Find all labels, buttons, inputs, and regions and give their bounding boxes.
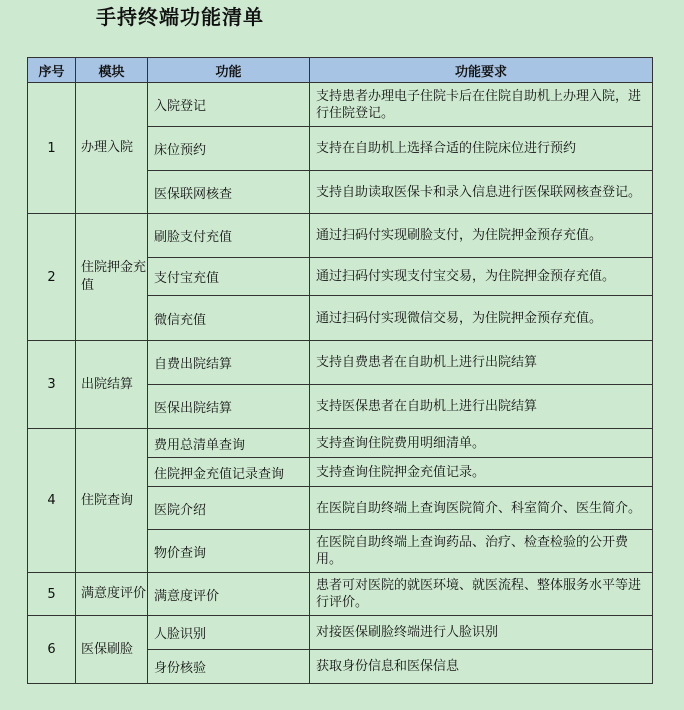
header-index: 序号 <box>28 58 76 83</box>
row-module: 医保刷脸 <box>76 616 148 684</box>
row-function: 费用总清单查询 <box>148 429 310 458</box>
header-module: 模块 <box>76 58 148 83</box>
row-function: 物价查询 <box>148 530 310 573</box>
row-requirement: 通过扫码付实现刷脸支付，为住院押金预存充值。 <box>310 214 653 258</box>
table-row <box>28 83 653 127</box>
table-row <box>28 341 653 385</box>
row-requirement: 通过扫码付实现微信交易，为住院押金预存充值。 <box>310 296 653 341</box>
row-requirement: 在医院自助终端上查询医院简介、科室简介、医生简介。 <box>310 487 653 530</box>
row-function: 人脸识别 <box>148 616 310 650</box>
row-module: 办理入院 <box>76 83 148 214</box>
row-function: 医保联网核查 <box>148 171 310 214</box>
row-index: 1 <box>28 83 76 214</box>
row-module: 满意度评价 <box>76 573 148 616</box>
row-function: 自费出院结算 <box>148 341 310 385</box>
page-title: 手持终端功能清单 <box>96 5 264 29</box>
row-function: 满意度评价 <box>148 573 310 616</box>
row-requirement: 通过扫码付实现支付宝交易，为住院押金预存充值。 <box>310 258 653 296</box>
row-requirement: 支持在自助机上选择合适的住院床位进行预约 <box>310 127 653 171</box>
row-module: 住院押金充值 <box>76 214 148 341</box>
row-index: 3 <box>28 341 76 429</box>
header-requirement: 功能要求 <box>310 58 653 83</box>
row-function: 支付宝充值 <box>148 258 310 296</box>
row-requirement: 在医院自助终端上查询药品、治疗、检查检验的公开费用。 <box>310 530 653 573</box>
row-requirement: 支持自费患者在自助机上进行出院结算 <box>310 341 653 385</box>
row-function: 刷脸支付充值 <box>148 214 310 258</box>
function-table <box>27 57 653 684</box>
row-function: 住院押金充值记录查询 <box>148 458 310 487</box>
table-row <box>28 616 653 650</box>
row-requirement: 支持查询住院押金充值记录。 <box>310 458 653 487</box>
row-requirement: 支持查询住院费用明细清单。 <box>310 429 653 458</box>
row-function: 医保出院结算 <box>148 385 310 429</box>
row-function: 入院登记 <box>148 83 310 127</box>
row-requirement: 支持医保患者在自助机上进行出院结算 <box>310 385 653 429</box>
row-requirement: 获取身份信息和医保信息 <box>310 650 653 684</box>
row-module: 出院结算 <box>76 341 148 429</box>
row-function: 身份核验 <box>148 650 310 684</box>
row-requirement: 支持患者办理电子住院卡后在住院自助机上办理入院，进行住院登记。 <box>310 83 653 127</box>
row-requirement: 对接医保刷脸终端进行人脸识别 <box>310 616 653 650</box>
row-index: 6 <box>28 616 76 684</box>
row-function: 医院介绍 <box>148 487 310 530</box>
row-index: 2 <box>28 214 76 341</box>
table-row <box>28 429 653 458</box>
row-requirement: 支持自助读取医保卡和录入信息进行医保联网核查登记。 <box>310 171 653 214</box>
row-function: 微信充值 <box>148 296 310 341</box>
row-index: 4 <box>28 429 76 573</box>
table-row <box>28 214 653 258</box>
table-header-row <box>28 58 653 83</box>
header-function: 功能 <box>148 58 310 83</box>
table-row <box>28 573 653 616</box>
row-requirement: 患者可对医院的就医环境、就医流程、整体服务水平等进行评价。 <box>310 573 653 616</box>
row-function: 床位预约 <box>148 127 310 171</box>
row-module: 住院查询 <box>76 429 148 573</box>
row-index: 5 <box>28 573 76 616</box>
